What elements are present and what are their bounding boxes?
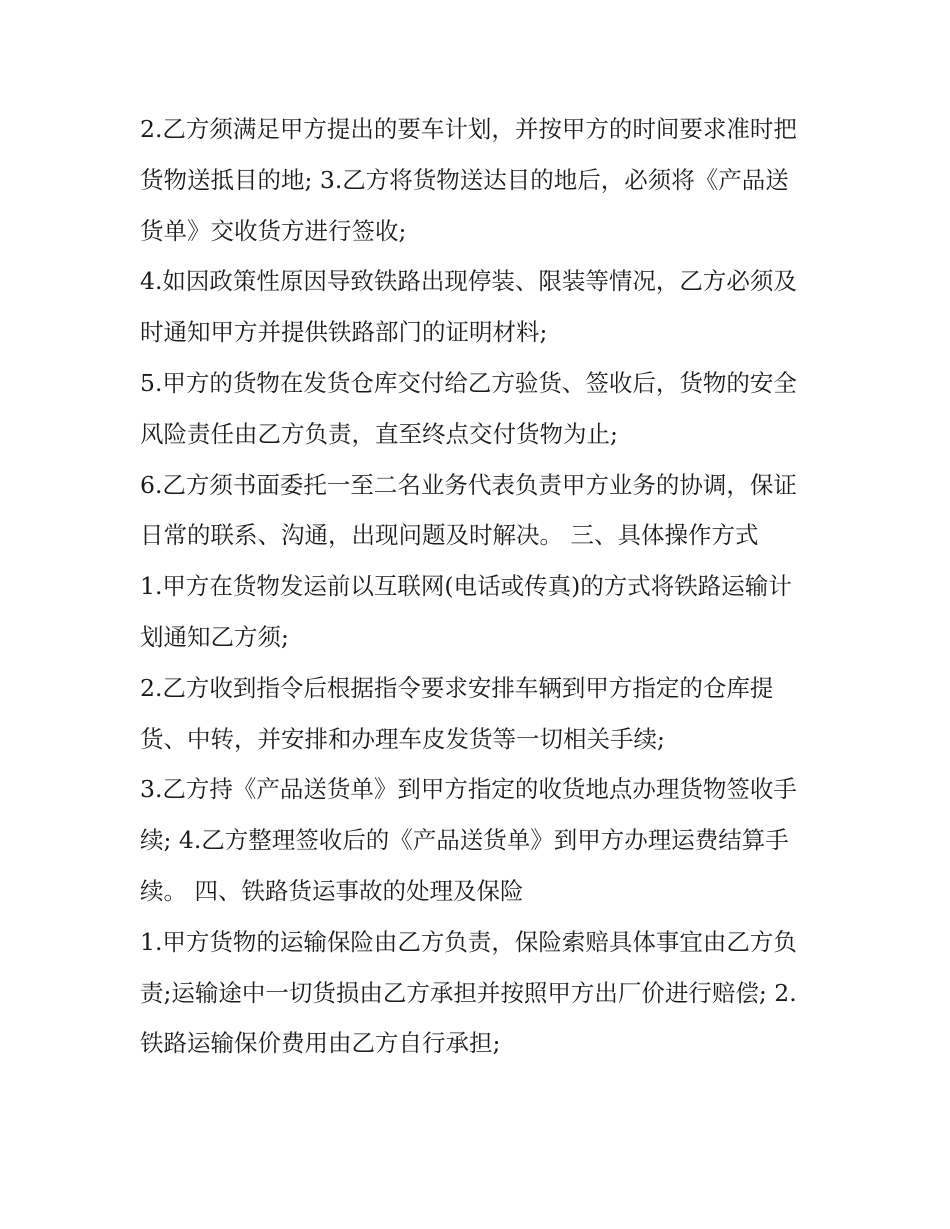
document-body xyxy=(140,104,810,1069)
paragraph-clause-4: 4.如因政策性原因导致铁路出现停装、限装等情况，乙方必须及时通知甲方并提供铁路部门的证明材料; xyxy=(140,267,797,347)
paragraph-operation-2: 2.乙方收到指令后根据指令要求安排车辆到甲方指定的仓库提货、中转，并安排和办理车皮发货等一切相关手续; xyxy=(140,673,774,753)
paragraph-operation-3-4: 3.乙方持《产品送货单》到甲方指定的收货地点办理货物签收手续; 4.乙方整理签收后的《产品送货单》到甲方办理运费结算手续。 四、铁路货运事故的处理及保险 xyxy=(140,775,797,905)
paragraph-clause-6: 6.乙方须书面委托一至二名业务代表负责甲方业务的协调，保证日常的联系、沟通，出现问题及时解决。 三、具体操作方式 xyxy=(140,470,797,550)
paragraph-clause-5: 5.甲方的货物在发货仓库交付给乙方验货、签收后，货物的安全风险责任由乙方负责，直至终点交付货物为止; xyxy=(140,368,797,448)
paragraph-operation-1: 1.甲方在货物发运前以互联网(电话或传真)的方式将铁路运输计划通知乙方须; xyxy=(140,572,792,651)
paragraph-clause-2-3: 2.乙方须满足甲方提出的要车计划，并按甲方的时间要求准时把货物送抵目的地; 3.乙方将货物送达目的地后，必须将《产品送货单》交收货方进行签收; xyxy=(140,115,797,245)
paragraph-insurance-1-2: 1.甲方货物的运输保险由乙方负责，保险索赔具体事宜由乙方负责;运输途中一切货损由乙方承担并按照甲方出厂价进行赔偿; 2.铁路运输保价费用由乙方自行承担; xyxy=(140,927,797,1058)
